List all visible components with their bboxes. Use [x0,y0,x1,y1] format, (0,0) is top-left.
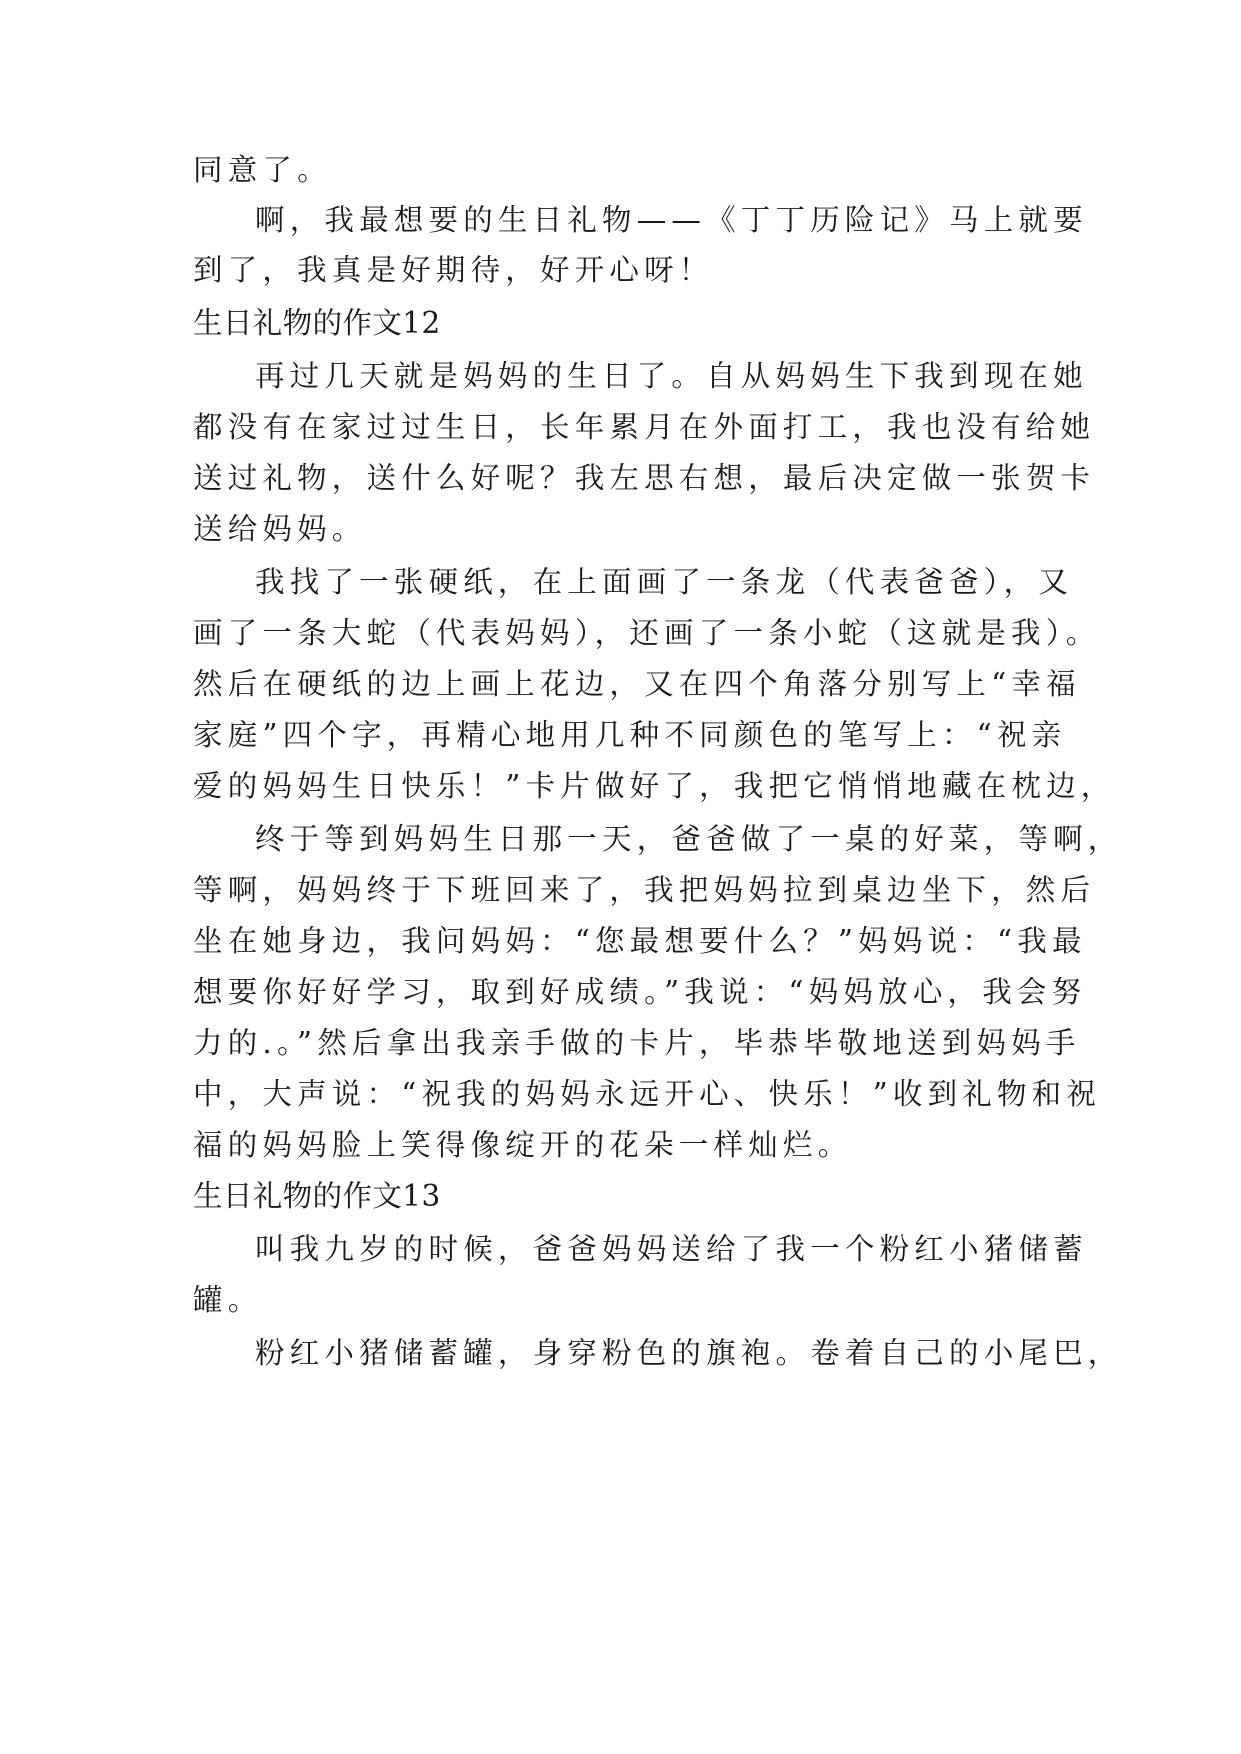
text-line: 坐在她身边，我问妈妈：“您最想要什么？”妈妈说：“我最 [193,924,1087,958]
text-line: 画了一条大蛇（代表妈妈），还画了一条小蛇（这就是我）。 [193,616,1101,650]
section-heading-12: 生日礼物的作文12 [193,306,441,340]
paragraph-first-line: 啊，我最想要的生日礼物——《丁丁历险记》马上就要 [255,203,1088,237]
text-line: 罐。 [193,1283,263,1317]
text-line: 都没有在家过过生日，长年累月在外面打工，我也没有给她 [193,410,1096,444]
text-line: 送给妈妈。 [193,512,367,546]
text-line: 等啊，妈妈终于下班回来了，我把妈妈拉到桌边坐下，然后 [193,873,1096,907]
paragraph-first-line: 叫我九岁的时候，爸爸妈妈送给了我一个粉红小猪储蓄 [255,1232,1088,1266]
text-line: 爱的妈妈生日快乐！”卡片做好了，我把它悄悄地藏在枕边， [193,769,1116,803]
section-heading-13: 生日礼物的作文13 [193,1179,441,1213]
paragraph-first-line: 粉红小猪储蓄罐，身穿粉色的旗袍。卷着自己的小尾巴， [255,1336,1123,1370]
paragraph-first-line: 我找了一张硬纸，在上面画了一条龙（代表爸爸），又 [255,565,1074,599]
text-line: 力的.。”然后拿出我亲手做的卡片，毕恭毕敬地送到妈妈手 [193,1026,1081,1060]
text-line: 然后在硬纸的边上画上花边，又在四个角落分别写上“幸福 [193,667,1081,701]
paragraph-first-line: 终于等到妈妈生日那一天，爸爸做了一桌的好菜，等啊， [255,822,1123,856]
text-line: 同意了。 [193,153,332,187]
text-line: 中，大声说：“祝我的妈妈永远开心、快乐！”收到礼物和祝 [193,1077,1102,1111]
text-line: 想要你好好学习，取到好成绩。”我说：“妈妈放心，我会努 [193,975,1087,1009]
text-line: 送过礼物，送什么好呢？我左思右想，最后决定做一张贺卡 [193,461,1096,495]
text-line: 福的妈妈脸上笑得像绽开的花朵一样灿烂。 [193,1128,853,1162]
paragraph-first-line: 再过几天就是妈妈的生日了。自从妈妈生下我到现在她 [255,359,1088,393]
text-line: 家庭”四个字，再精心地用几种不同颜色的笔写上：“祝亲 [193,718,1067,752]
text-line: 到了，我真是好期待，好开心呀！ [193,253,714,287]
